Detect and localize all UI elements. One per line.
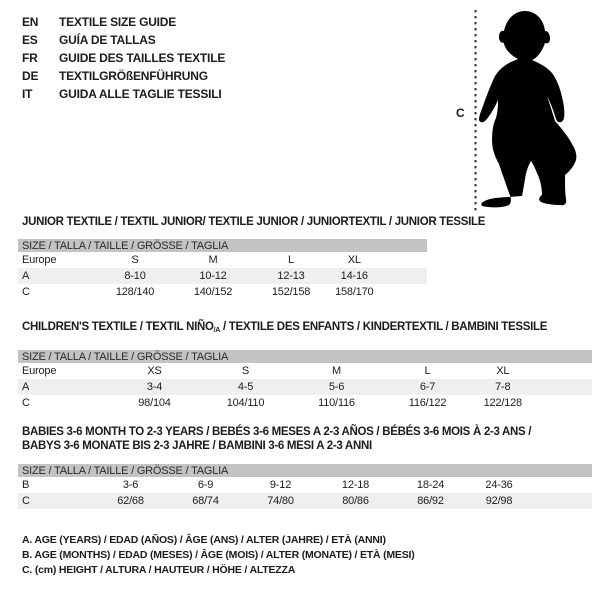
junior-table-title: JUNIOR TEXTILE / TEXTIL JUNIOR/ TEXTILE JUNIOR / JUNIORTEXTIL / JUNIOR TESSILE — [22, 216, 486, 228]
size-cell: 7-8 — [473, 379, 533, 395]
language-row — [22, 31, 225, 49]
size-header-row — [18, 239, 427, 252]
language-title: GUIDE DES TAILLES TEXTILE — [59, 51, 226, 65]
language-title: GUIDA ALLE TAGLIE TESSILI — [59, 87, 222, 101]
language-title-block — [22, 13, 225, 103]
size-cell: 128/140 — [115, 286, 155, 298]
table-row — [18, 379, 592, 395]
footnotes-block — [22, 533, 415, 578]
babies-size-table — [18, 464, 592, 509]
size-cell: 86/92 — [393, 493, 468, 509]
size-cell: 140/152 — [193, 286, 233, 298]
size-cell: 9-12 — [269, 479, 292, 491]
size-cell: 5-6 — [291, 379, 382, 395]
baby-silhouette — [479, 11, 576, 207]
table-row — [18, 284, 427, 300]
size-cell: 4-5 — [200, 379, 291, 395]
size-cell: 116/122 — [408, 397, 447, 409]
size-cell: 92/98 — [468, 493, 530, 509]
table-row — [18, 363, 592, 379]
language-row — [22, 85, 225, 103]
filler-cell — [530, 493, 592, 509]
size-cell: M — [208, 254, 218, 266]
row-label: A — [18, 379, 109, 395]
filler-cell — [533, 379, 593, 395]
row-label: Europe — [22, 254, 57, 266]
size-cell: 74/80 — [243, 493, 318, 509]
size-header-row — [18, 350, 592, 363]
size-cell: L — [424, 365, 431, 377]
footnote-b: B. AGE (MONTHS) / EDAD (MESES) / ÂGE (MOIS) / ALTER (MONATE) / ETÀ (MESI) — [22, 549, 415, 561]
size-cell: 158/170 — [335, 286, 374, 298]
row-label: C — [22, 286, 30, 298]
babies-table-title: BABIES 3-6 MONTH TO 2-3 YEARS / BEBÉS 3-6 MESES A 2-3 AÑOS / BÉBÉS 3-6 MOIS À 2-3 ANS / BABYS 3-6 MONATE BIS 2-3 JAHRE / BAMBINI 3-6 MESI A 2-3 ANNI — [22, 426, 532, 452]
size-cell: 6-7 — [382, 379, 473, 395]
filler-cell — [379, 284, 428, 300]
junior-size-table — [18, 239, 427, 300]
size-cell: 98/104 — [138, 397, 171, 409]
table-row — [18, 395, 592, 411]
size-cell: 24-36 — [485, 479, 513, 491]
childrens-table-title: CHILDREN'S TEXTILE / TEXTIL $NIÑO_{/A}$ / TEXTILE DES ENFANTS / KINDERTEXTIL / BAMBINI TESSILE — [22, 321, 548, 334]
row-label: C — [18, 493, 93, 509]
row-label: B — [22, 479, 30, 491]
size-cell: 104/110 — [226, 397, 265, 409]
filler-cell — [379, 268, 428, 284]
language-code: FR — [22, 51, 38, 65]
childrens-size-table — [18, 350, 592, 411]
size-cell: L — [288, 254, 294, 266]
size-cell: 14-16 — [330, 268, 379, 284]
size-cell: 6-9 — [197, 479, 214, 491]
size-cell: 12-18 — [341, 479, 370, 491]
size-cell: 10-12 — [174, 268, 252, 284]
footnote-c: C. (cm) HEIGHT / ALTURA / HAUTEUR / HÖHE / ALTEZZA — [22, 564, 296, 576]
size-cell: M — [332, 365, 341, 377]
size-cell: 3-4 — [109, 379, 200, 395]
language-title: TEXTILGRÖßENFÜHRUNG — [59, 69, 208, 83]
size-cell: 110/116 — [318, 397, 355, 409]
language-code: IT — [22, 87, 33, 101]
language-row — [22, 13, 225, 31]
row-label: A — [18, 268, 96, 284]
size-cell: 122/128 — [483, 397, 522, 409]
size-cell: 68/74 — [168, 493, 243, 509]
height-measure-label: C — [456, 106, 465, 120]
language-code: DE — [22, 69, 39, 83]
language-row — [22, 49, 225, 67]
size-cell: XL — [347, 254, 361, 266]
language-title: GUÍA DE TALLAS — [59, 33, 156, 47]
filler-cell — [533, 363, 593, 379]
language-code: ES — [22, 33, 38, 47]
filler-cell — [530, 477, 592, 493]
table-row — [18, 493, 592, 509]
childrens-table-section — [18, 321, 592, 411]
size-header: SIZE / TALLA / TAILLE / GRÖSSE / TAGLIA — [18, 350, 592, 363]
size-cell: 3-6 — [122, 479, 139, 491]
size-cell: 8-10 — [96, 268, 174, 284]
filler-cell — [533, 395, 593, 411]
table-row — [18, 252, 427, 268]
row-label: Europe — [22, 365, 57, 377]
size-cell: 152/158 — [271, 286, 311, 298]
size-cell: 18-24 — [416, 479, 445, 491]
footnote-a: A. AGE (YEARS) / EDAD (AÑOS) / ÂGE (ANS) / ALTER (JAHRE) / ETÀ (ANNI) — [22, 534, 386, 546]
size-cell: 80/86 — [318, 493, 393, 509]
size-cell: XL — [496, 365, 510, 377]
language-row — [22, 67, 225, 85]
size-cell: 12-13 — [252, 268, 330, 284]
row-label: C — [22, 397, 30, 409]
table-row — [18, 477, 592, 493]
language-title: TEXTILE SIZE GUIDE — [59, 15, 177, 29]
filler-cell — [379, 252, 428, 268]
baby-silhouette-figure — [470, 6, 585, 214]
babies-table-section — [18, 425, 592, 509]
size-cell: 62/68 — [93, 493, 168, 509]
subscript: /A — [213, 327, 221, 334]
size-cell: S — [241, 365, 250, 377]
size-header-row — [18, 464, 592, 477]
size-cell: XS — [147, 365, 162, 377]
table-row — [18, 268, 427, 284]
language-code: EN — [22, 15, 39, 29]
size-cell: S — [131, 254, 139, 266]
junior-table-section — [18, 216, 486, 300]
size-header: SIZE / TALLA / TAILLE / GRÖSSE / TAGLIA — [18, 239, 427, 252]
size-header: SIZE / TALLA / TAILLE / GRÖSSE / TAGLIA — [18, 464, 592, 477]
